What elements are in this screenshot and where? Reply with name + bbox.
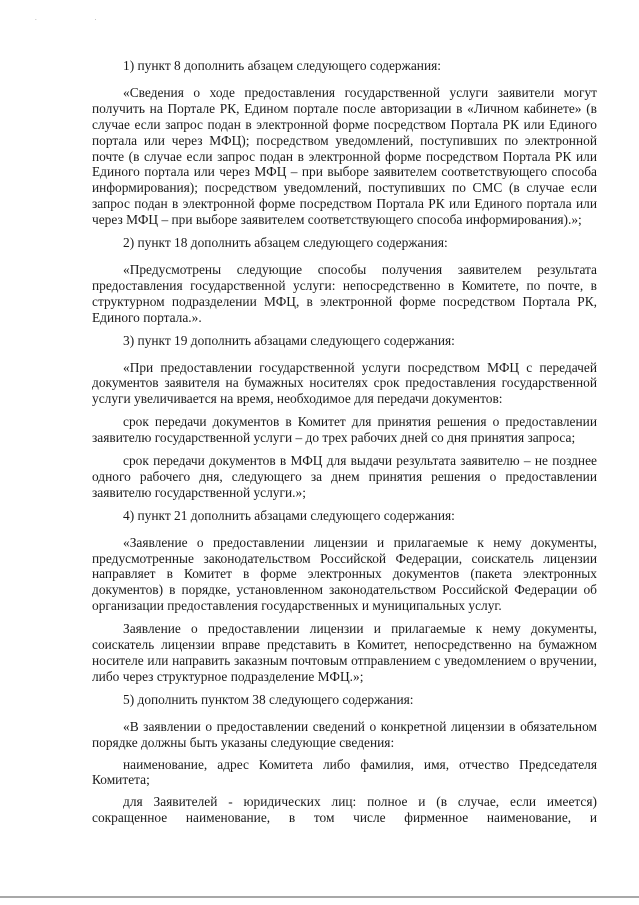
item-4-heading: 4) пункт 21 дополнить абзацами следующего содержания: bbox=[123, 507, 455, 523]
item-5-heading: 5) дополнить пунктом 38 следующего содержания: bbox=[123, 691, 414, 707]
item-3-heading: 3) пункт 19 дополнить абзацами следующего содержания: bbox=[123, 332, 455, 348]
scan-marks: . . bbox=[35, 14, 125, 22]
item-5-text: «В заявлении о предоставлении сведений о конкретной лицензии в обязательном порядке должны быть указаны следующие сведения: bbox=[92, 718, 597, 750]
item-4-text-1: «Заявление о предоставлении лицензии и прилагаемые к нему документы, предусмотренные законодательством Российской Федерации, соискатель лицензии направляет в Комитет в форме электронных документов (пакета электронных документов) в порядке, установленном законодательством Российской Федерации об организации предоставления государственных и муниципальных услуг. bbox=[92, 534, 597, 614]
document-page bbox=[92, 58, 597, 826]
item-1-heading: 1) пункт 8 дополнить абзацем следующего содержания: bbox=[123, 58, 442, 73]
item-1-text: «Сведения о ходе предоставления государственной услуги заявители могут получить на Портале РК, Едином портале после авторизации в «Личном кабинете» (в случае если запрос подан в электронной форме посредством Портала РК или Единого портала или через МФЦ); посредством уведомлений, поступивших по электронной почте (в случае если запрос подан в электронной форме посредством Портала РК или Единого портала или через МФЦ – при выборе заявителем соответствующего способа информирования); посредством уведомлений, поступивших по СМС (в случае если запрос подан в электронной форме посредством Портала РК или Единого портала или через МФЦ – при выборе заявителем соответствующего способа информирования).»; bbox=[92, 84, 597, 228]
item-4-text-2: Заявление о предоставлении лицензии и прилагаемые к нему документы, соискатель лицензии вправе представить в Комитет, непосредственно на бумажном носителе или направить заказным почтовым отправлением с уведомлением о вручении, либо через структурное подразделение МФЦ.»; bbox=[92, 621, 597, 684]
bottom-scan-edge bbox=[0, 896, 639, 898]
item-5-detail-1: наименование, адрес Комитета либо фамилия, имя, отчество Председателя Комитета; bbox=[92, 756, 597, 788]
item-2-text: «Предусмотрены следующие способы получения заявителем результата предоставления государственной услуги: непосредственно в Комитете, по почте, в структурном подразделении МФЦ, в электронной форме посредством Портала РК, Единого портала.». bbox=[92, 261, 597, 325]
item-5-detail-2: для Заявителей - юридических лиц: полное и (в случае, если имеется) сокращенное наименование, в том числе фирменное наименование, и bbox=[92, 794, 597, 826]
item-3-text: «При предоставлении государственной услуги посредством МФЦ с передачей документов заявителя на бумажных носителях срок предоставления государственной услуги увеличивается на время, необходимое для передачи документов: bbox=[92, 359, 597, 407]
item-2-heading: 2) пункт 18 дополнить абзацем следующего содержания: bbox=[123, 235, 448, 251]
item-3-term-2: срок передачи документов в МФЦ для выдачи результата заявителю – не позднее одного рабочего дня, следующего за днем принятия решения о предоставлении заявителю государственной услуги.»; bbox=[92, 453, 597, 500]
item-3-term-1: срок передачи документов в Комитет для принятия решения о предоставлении заявителю государственной услуги – до трех рабочих дней со дня принятия запроса; bbox=[92, 414, 597, 446]
